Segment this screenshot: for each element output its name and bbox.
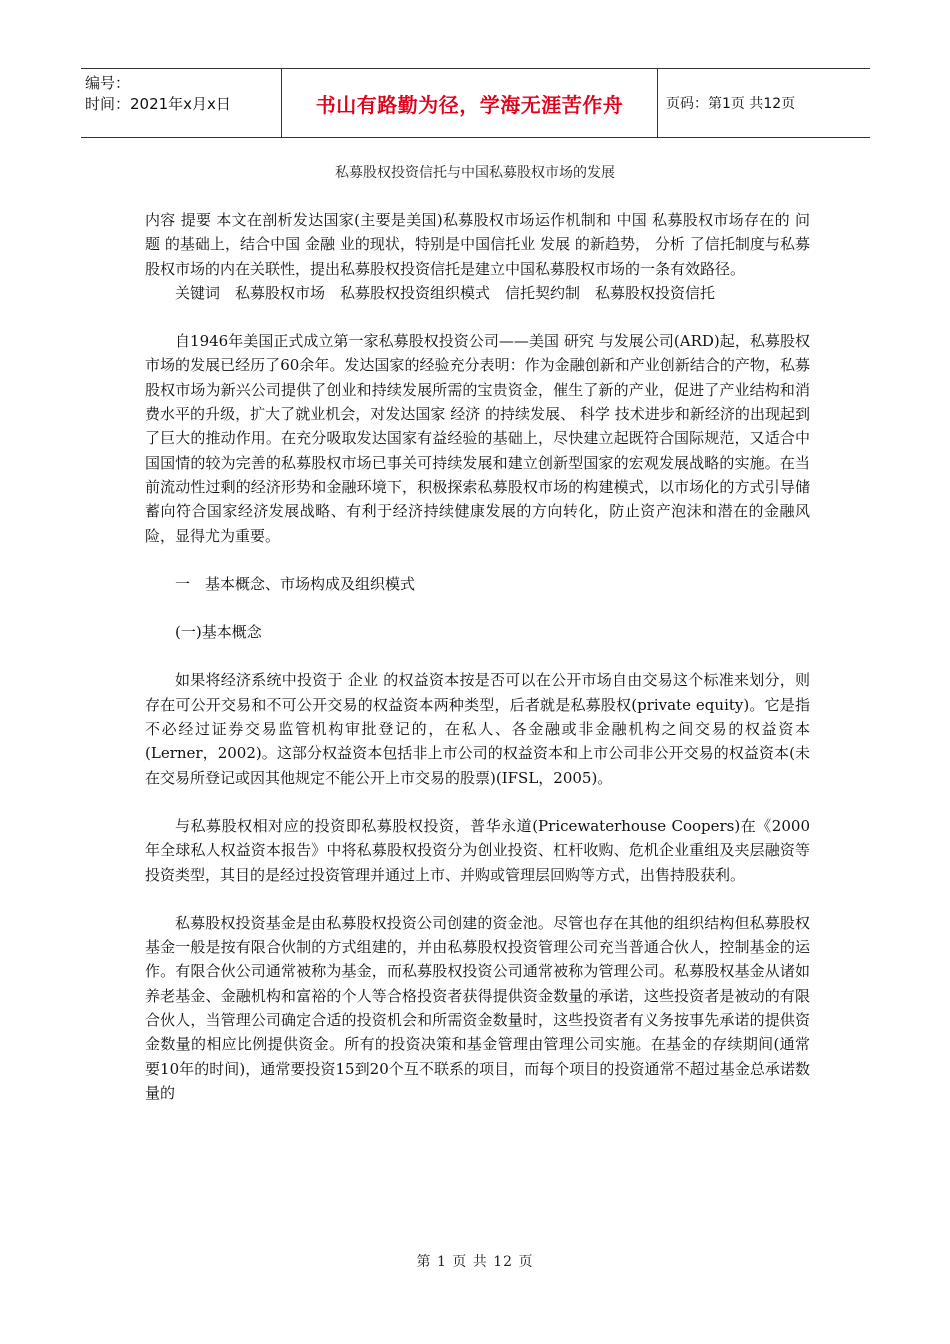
number-label: 编号： [85,74,131,92]
abstract-paragraph: 内容 提要 本文在剖析发达国家(主要是美国)私募股权市场运作机制和 中国 私募股权市场存在的 问题 的基础上，结合中国 金融 业的现状，特别是中国信托业 发展 的新趋势， 分析 了信托制度与私募股权市场的内在关联性，提出私募股权投资信托是建立中国私募股权市场的一条有效路径。 [145,211,810,278]
document-body [145,208,810,1105]
document-title: 私募股权投资信托与中国私募股权市场的发展 [335,165,615,181]
section-heading: 一 基本概念、市场构成及组织模式 [175,574,416,593]
header-motto: 书山有路勤为径，学海无涯苦作舟 [282,69,658,137]
header-meta [81,69,282,137]
keywords-line: 关键词 私募股权市场 私募股权投资组织模式 信托契约制 私募股权投资信托 [175,283,716,302]
body-paragraph: 自1946年美国正式成立第一家私募股权投资公司——美国 研究 与发展公司(ARD)起，私募股权市场的发展已经历了60余年。发达国家的经验充分表明：作为金融创新和产业创新结合的产物，私募股权市场为新兴公司提供了创业和持续发展所需的宝贵资金，催生了新的产业，促进了产业结构和消费水平的升级，扩大了就业机会，对发达国家 经济 的持续发展、 科学 技术进步和新经济的出现起到了巨大的推动作用。在充分吸取发达国家有益经验的基础上，尽快建立起既符合国际规范，又适合中国国情的较为完善的私募股权市场已事关可持续发展和建立创新型国家的宏观发展战略的实施。在当前流动性过剩的经济形势和金融环境下，积极探索私募股权市场的构建模式，以市场化的方式引导储蓄向符合国家经济发展战略、有利于经济持续健康发展的方向转化，防止资产泡沫和潜在的金融风险，显得尤为重要。 [145,332,810,545]
header-page-info: 页码：第1页 共12页 [666,96,796,112]
header-table [81,68,870,138]
page-footer: 第 1 页 共 12 页 [416,1254,534,1270]
body-paragraph: 与私募股权相对应的投资即私募股权投资，普华永道(Pricewaterhouse Coopers)在《2000年全球私人权益资本报告》中将私募股权投资分为创业投资、杠杆收购、危机企业重组及夹层融资等投资类型，其目的是经过投资管理并通过上市、并购或管理层回购等方式，出售持股获利。 [145,816,810,884]
body-paragraph: 私募股权投资基金是由私募股权投资公司创建的资金池。尽管也存在其他的组织结构但私募股权基金一般是按有限合伙制的方式组建的，并由私募股权投资管理公司充当普通合伙人，控制基金的运作。有限合伙公司通常被称为基金，而私募股权投资公司通常被称为管理公司。私募股权基金从诸如养老基金、金融机构和富裕的个人等合格投资者获得提供资金数量的承诺，这些投资者是被动的有限合伙人，当管理公司确定合适的投资机会和所需资金数量时，这些投资者有义务按事先承诺的提供资金数量的相应比例提供资金。所有的投资决策和基金管理由管理公司实施。在基金的存续期间(通常要10年的时间)，通常要投资15到20个互不联系的项目，而每个项目的投资通常不超过基金总承诺数量的 [145,913,810,1102]
subsection-heading: (一)基本概念 [175,623,262,642]
time-label: 时间：2021年x月x日 [85,95,231,113]
body-paragraph: 如果将经济系统中投资于 企业 的权益资本按是否可以在公开市场自由交易这个标准来划分，则存在可公开交易和不可公开交易的权益资本两种类型，后者就是私募股权(private equity)。它是指不必经过证券交易监管机构审批登记的，在私人、各金融或非金融机构之间交易的权益资本(Lerner，2002)。这部分权益资本包括非上市公司的权益资本和上市公司非公开交易的权益资本(未在交易所登记或因其他规定不能公开上市交易的股票)(IFSL，2005)。 [145,671,810,787]
